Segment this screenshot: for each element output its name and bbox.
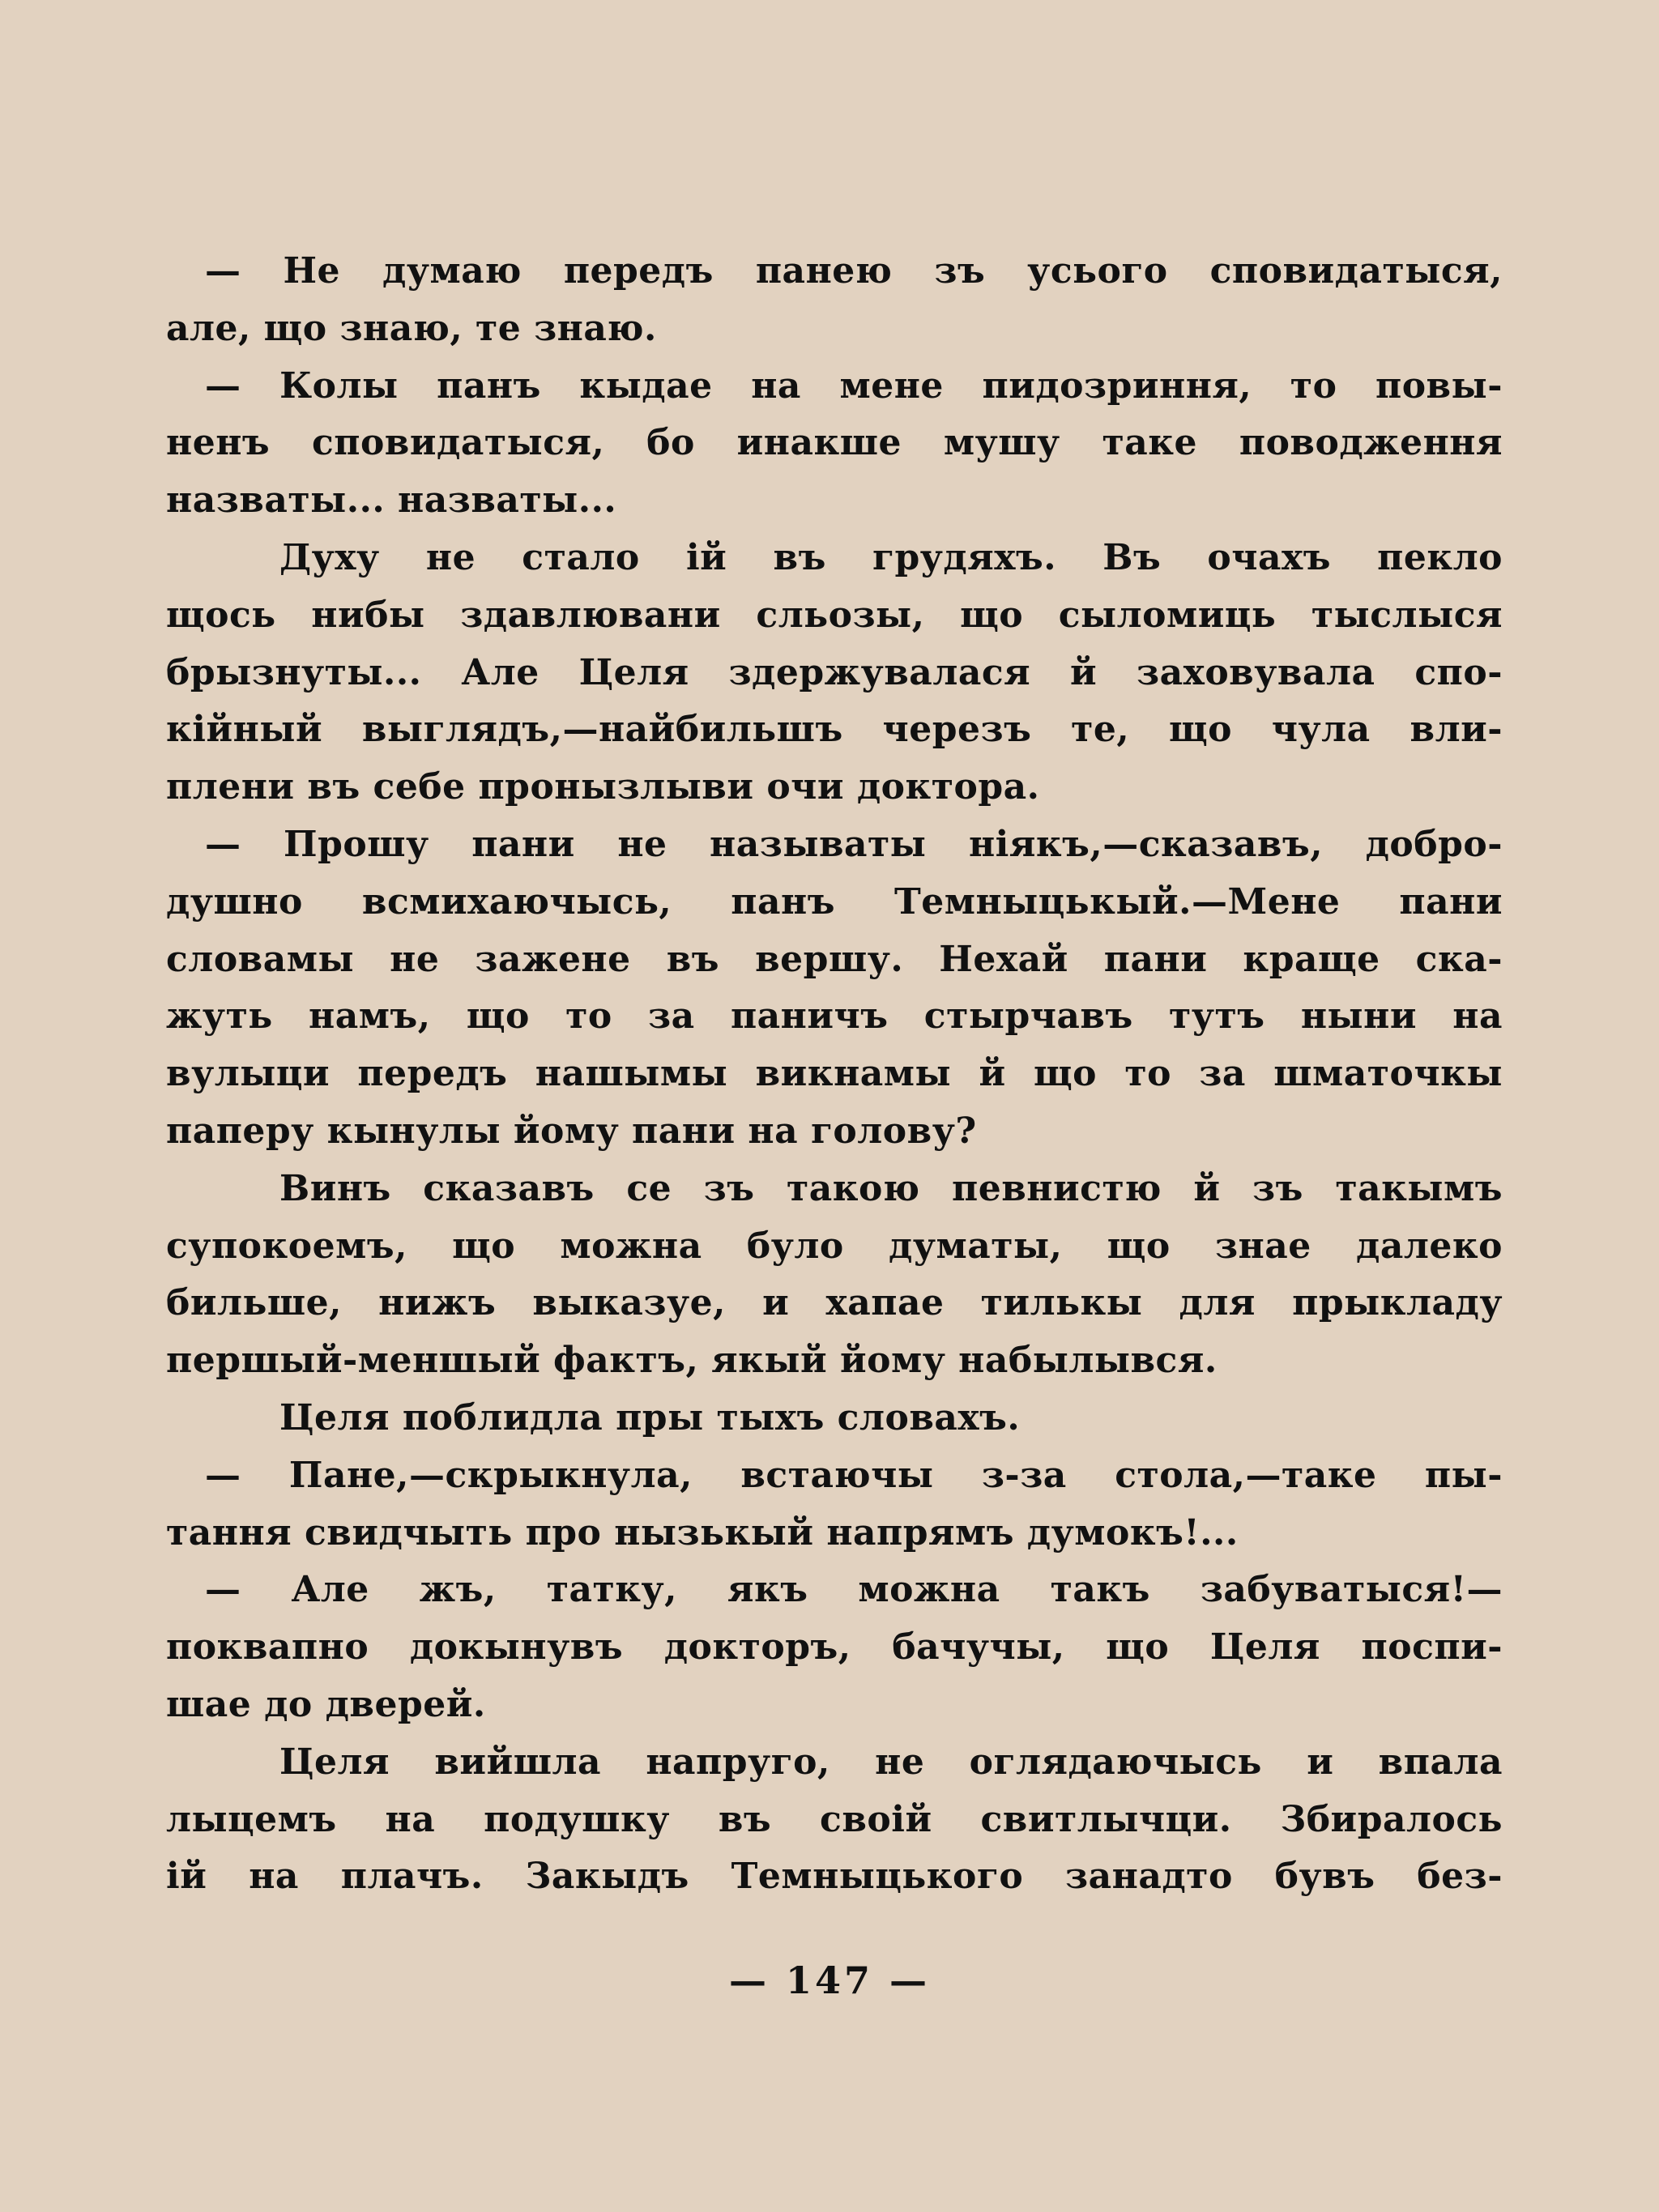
text-line: супокоемъ, що можна було думаты, що знае далеко xyxy=(166,1225,1503,1267)
text-line: брызнуты... Але Целя здержувалася й заховувала спо- xyxy=(166,651,1503,693)
page-number: — 147 — xyxy=(728,1958,931,2002)
text-line: жуть намъ, що то за паничъ стырчавъ тутъ ныни на xyxy=(166,995,1503,1038)
text-line: назваты... назваты... xyxy=(166,479,617,522)
text-line: лыцемъ на подушку въ своій свитлычци. Збиралось xyxy=(166,1798,1503,1840)
text-line: Целя вийшла напруго, не оглядаючысь и впала xyxy=(279,1741,1503,1783)
text-line: душно всмихаючысь, панъ Темныцькый.—Мене пани xyxy=(166,880,1503,923)
text-line: але, що знаю, те знаю. xyxy=(166,307,657,349)
page-text xyxy=(166,243,1503,1906)
text-line: Духу не стало ій въ грудяхъ. Въ очахъ пекло xyxy=(279,536,1503,578)
text-line: — Але жъ, татку, якъ можна такъ забуватыся!— xyxy=(205,1569,1503,1611)
text-line: Целя поблидла пры тыхъ словахъ. xyxy=(279,1396,1021,1438)
text-line: щось нибы здавлювани сльозы, що сыломиць тыслыся xyxy=(166,594,1503,636)
text-line: тання свидчыть про нызькый напрямъ думокъ!... xyxy=(166,1511,1239,1554)
text-line: словамы не зажене въ вершу. Нехай пани краще ска- xyxy=(166,938,1503,980)
text-line: Винъ сказавъ се зъ такою певнистю й зъ такымъ xyxy=(279,1167,1503,1209)
text-line: плени въ себе пронызлыви очи доктора. xyxy=(166,766,1040,808)
text-line: шае до дверей. xyxy=(166,1683,486,1725)
text-line: ій на плачъ. Закыдъ Темныцького занадто бувъ без- xyxy=(166,1856,1503,1898)
text-line: ненъ сповидатыся, бо инакше мушу таке поводження xyxy=(166,422,1503,464)
text-line: кійный выглядъ,—найбильшъ черезъ те, що чула вли- xyxy=(166,709,1503,751)
text-line: — Прошу пани не называты ніякъ,—сказавъ, добро- xyxy=(205,823,1503,865)
text-line: вулыци передъ нашымы викнамы й що то за шматочкы xyxy=(166,1053,1503,1095)
text-line: — Колы панъ кыдае на мене пидозриння, то повы- xyxy=(205,364,1503,407)
text-line: паперу кынулы йому пани на голову? xyxy=(166,1110,977,1152)
text-line: першый-меншый фактъ, якый йому набылывся. xyxy=(166,1340,1218,1382)
text-line: бильше, нижъ выказуе, и хапае тилькы для прыкладу xyxy=(166,1282,1503,1324)
text-line: — Не думаю передъ панею зъ усього сповидатыся, xyxy=(205,250,1503,292)
text-line: — Пане,—скрыкнула, встаючы з-за стола,—таке пы- xyxy=(205,1454,1503,1496)
text-line: поквапно докынувъ докторъ, бачучы, що Целя поспи- xyxy=(166,1626,1503,1669)
